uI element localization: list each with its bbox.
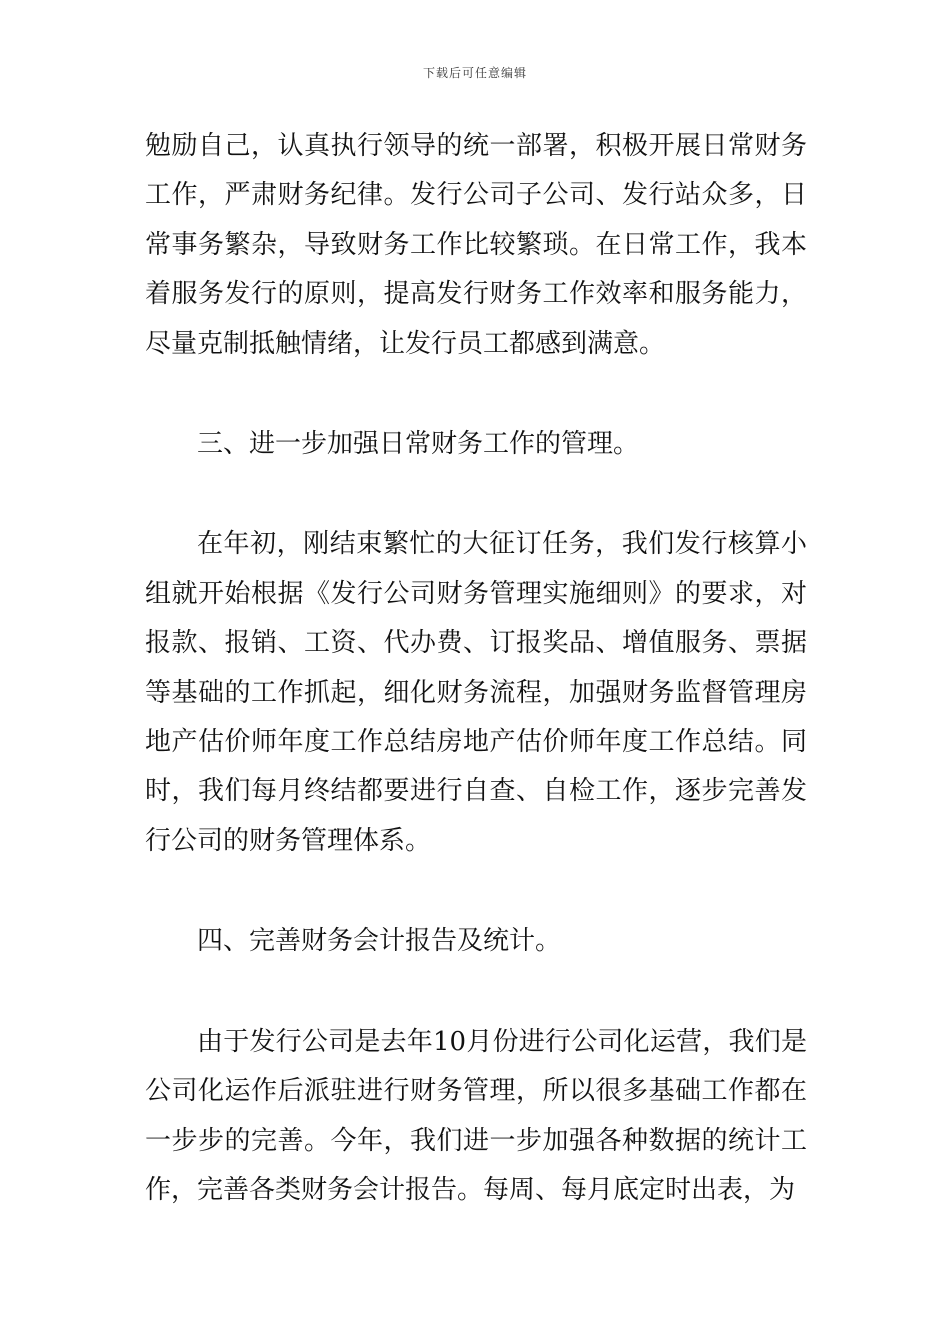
document-body [145,122,807,1215]
paragraph-gap [145,967,807,1018]
paragraph-continued: 勉励自己，认真执行领导的统一部署，积极开展日常财务工作，严肃财务纪律。发行公司子公司、发行站众多，日常事务繁杂，导致财务工作比较繁琐。在日常工作，我本着服务发行的原则，提高发行财务工作效率和服务能力，尽量克制抵触情绪，让发行员工都感到满意。 [145,131,807,359]
paragraph-gap [145,369,807,420]
section-heading-4: 四、完善财务会计报告及统计。 [197,926,562,957]
paragraph-reporting: 由于发行公司是去年10月份进行公司化运营，我们是公司化运作后派驻进行财务管理，所以很多基础工作都在一步步的完善。今年，我们进一步加强各种数据的统计工作，完善各类财务会计报告。每周、每月底定时出表，为 [145,1026,807,1205]
paragraph-gap [145,866,807,917]
page-header-note: 下载后可任意编辑 [422,66,527,80]
paragraph-gap [145,469,807,520]
paragraph-daily-management: 在年初，刚结束繁忙的大征订任务，我们发行核算小组就开始根据《发行公司财务管理实施细则》的要求，对报款、报销、工资、代办费、订报奖品、增值服务、票据等基础的工作抓起，细化财务流程，加强财务监督管理房地产估价师年度工作总结房地产估价师年度工作总结。同时，我们每月终结都要进行自查、自检工作，逐步完善发行公司的财务管理体系。 [145,529,807,856]
section-heading-3: 三、进一步加强日常财务工作的管理。 [197,429,640,460]
